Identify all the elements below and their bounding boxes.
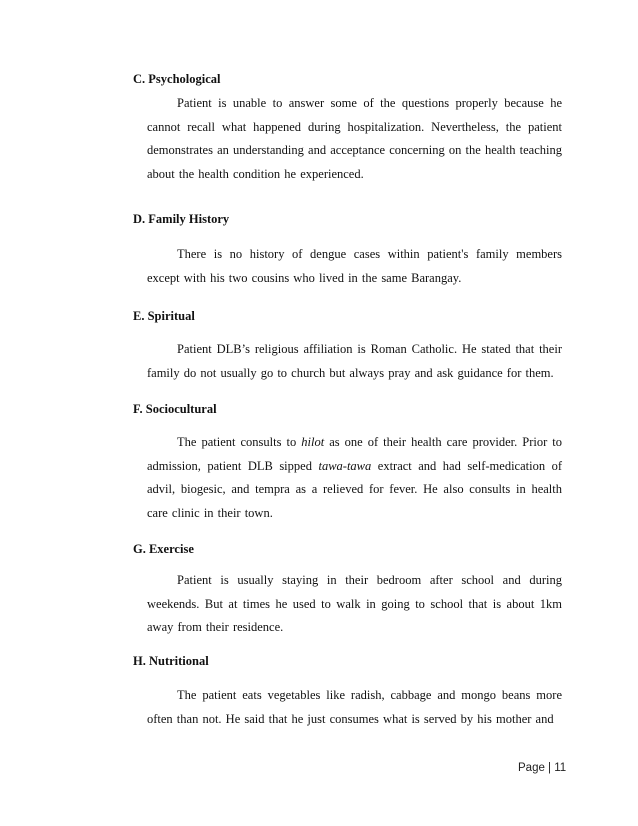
paragraph-psychological-text: Patient is unable to answer some of the questions properly because he cannot recall what happened during hospitalization. Nevertheless, the patient demonstrates an understanding and acceptance concerning on the health teaching about the health condition he experienced. <box>147 96 562 181</box>
sociocultural-italic-hilot: hilot <box>301 435 325 449</box>
sociocultural-text-2: as one of their health care provider. Prior to admission, patient DLB sipped <box>147 435 563 473</box>
paragraph-sociocultural <box>147 431 562 525</box>
paragraph-nutritional <box>147 684 562 731</box>
sociocultural-italic-tawa-tawa: tawa-tawa <box>318 458 372 473</box>
sociocultural-text-3: extract and had self-medication of advil, biogesic, and tempra as a relieved for fever. He also consults in health care clinic in their town. <box>147 458 563 520</box>
paragraph-family-history <box>147 243 562 290</box>
paragraph-psychological <box>147 92 562 186</box>
paragraph-spiritual <box>147 338 562 385</box>
paragraph-exercise <box>147 569 562 640</box>
paragraph-spiritual-text: Patient DLB’s religious affiliation is Roman Catholic. He stated that their family do not usually go to church but always pray and ask guidance for them. <box>147 342 562 380</box>
heading-sociocultural: F. Sociocultural <box>133 402 217 416</box>
paragraph-exercise-text: Patient is usually staying in their bedroom after school and during weekends. But at times he used to walk in going to school that is about 1km away from their residence. <box>147 573 562 634</box>
heading-exercise: G. Exercise <box>133 542 194 556</box>
paragraph-nutritional-text: The patient eats vegetables like radish, cabbage and mongo beans more often than not. He said that he just consumes what is served by his mother and <box>147 688 562 726</box>
sociocultural-text-1: The patient consults to <box>177 435 297 449</box>
heading-psychological: C. Psychological <box>133 72 221 86</box>
heading-nutritional: H. Nutritional <box>133 654 209 668</box>
heading-spiritual: E. Spiritual <box>133 309 195 323</box>
paragraph-family-history-text: There is no history of dengue cases within patient's family members except with his two cousins who lived in the same Barangay. <box>147 247 562 285</box>
heading-family-history: D. Family History <box>133 212 230 226</box>
page-number: Page | 11 <box>518 762 567 774</box>
